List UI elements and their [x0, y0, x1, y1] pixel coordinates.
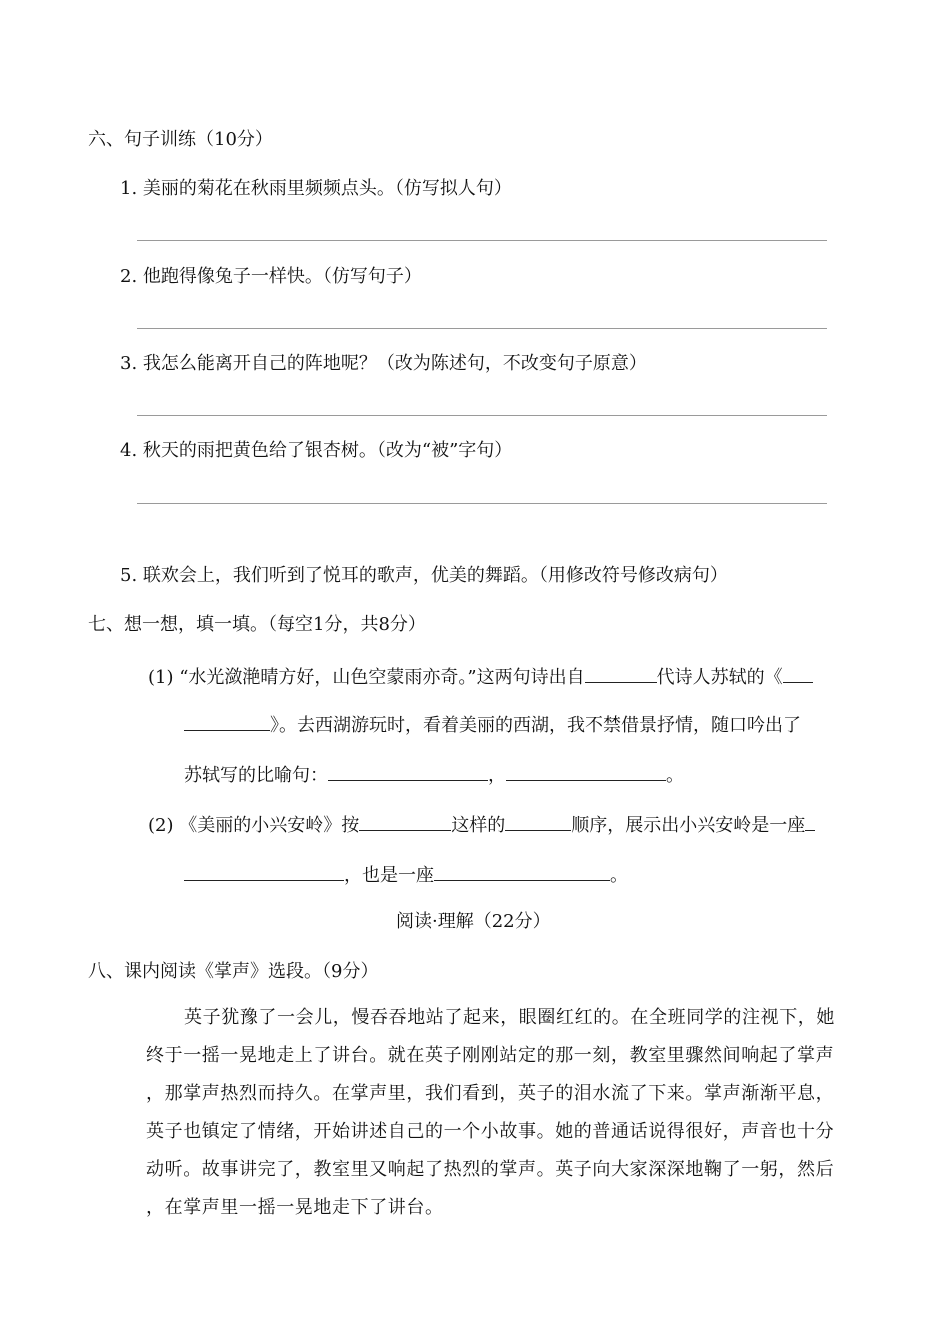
answer-line-6-2[interactable]: [137, 328, 827, 329]
question-7-1-line-1: [148, 664, 813, 690]
blank-dynasty[interactable]: [585, 664, 657, 683]
reading-passage: [146, 999, 866, 1227]
answer-line-6-4[interactable]: [137, 503, 827, 504]
blank-order-2[interactable]: [505, 812, 571, 831]
question-7-1-text-c: 》。去西湖游玩时，看着美丽的西湖，我不禁借景抒情，随口吟出了: [270, 715, 801, 736]
blank-description-2[interactable]: [434, 862, 610, 881]
question-6-3: 3. 我怎么能离开自己的阵地呢？（改为陈述句，不改变句子原意）: [120, 353, 647, 374]
passage-line: 英子犹豫了一会儿，慢吞吞地站了起来，眼圈红红的。在全班同学的注视下，她: [184, 1007, 835, 1028]
reading-section-title: 阅读·理解（22分）: [396, 911, 551, 932]
question-6-1: 1. 美丽的菊花在秋雨里频频点头。（仿写拟人句）: [120, 178, 512, 199]
question-7-1-text-a: “水光潋滟晴方好，山色空蒙雨亦奇。”这两句诗出自: [179, 667, 585, 688]
question-7-2-line-2: [184, 862, 628, 888]
passage-line: 英子也镇定了情绪，开始讲述自己的一个小故事。她的普通话说得很好，声音也十分: [146, 1121, 835, 1142]
question-7-2-number: (2): [148, 815, 174, 836]
question-6-2: 2. 他跑得像兔子一样快。（仿写句子）: [120, 266, 422, 287]
passage-line: 终于一摇一晃地走上了讲台。就在英子刚刚站定的那一刻，教室里骤然间响起了掌声: [146, 1045, 835, 1066]
question-7-2-text-e: 。: [610, 865, 628, 886]
passage-line: 动听。故事讲完了，教室里又响起了热烈的掌声。英子向大家深深地鞠了一躬，然后: [146, 1159, 835, 1180]
question-7-1-line-3: [184, 762, 684, 788]
section-7-heading: 七、想一想，填一填。（每空1分，共8分）: [88, 614, 426, 635]
blank-simile-2[interactable]: [506, 762, 666, 781]
question-6-5: 5. 联欢会上，我们听到了悦耳的歌声，优美的舞蹈。（用修改符号修改病句）: [120, 565, 728, 586]
question-7-1-number: (1): [148, 667, 174, 688]
answer-line-6-1[interactable]: [137, 240, 827, 241]
question-7-1-text-f: 。: [666, 765, 684, 786]
section-6-heading: 六、句子训练（10分）: [88, 129, 273, 150]
question-7-1-text-b: 代诗人苏轼的《: [656, 667, 783, 688]
blank-description-1-start[interactable]: [805, 812, 815, 831]
question-6-4: 4. 秋天的雨把黄色给了银杏树。（改为“被”字句）: [120, 440, 513, 461]
question-7-1-text-e: ，: [488, 765, 506, 786]
passage-line: ，那掌声热烈而持久。在掌声里，我们看到，英子的泪水流了下来。掌声渐渐平息，: [146, 1083, 835, 1104]
answer-line-6-3[interactable]: [137, 415, 827, 416]
passage-line: ，在掌声里一摇一晃地走下了讲台。: [146, 1197, 444, 1218]
blank-poem-title-start[interactable]: [783, 664, 813, 683]
section-8-heading: 八、课内阅读《掌声》选段。（9分）: [88, 961, 379, 982]
blank-simile-1[interactable]: [328, 762, 488, 781]
question-7-2-line-1: [148, 812, 815, 838]
blank-description-1-end[interactable]: [184, 862, 344, 881]
question-7-1-line-2: [184, 712, 801, 738]
question-7-2-text-d: ，也是一座: [344, 865, 434, 886]
question-7-2-text-b: 这样的: [451, 815, 506, 836]
blank-order-1[interactable]: [359, 812, 451, 831]
blank-poem-title-end[interactable]: [184, 712, 270, 731]
question-7-2-text-c: 顺序，展示出小兴安岭是一座: [571, 815, 806, 836]
question-7-2-text-a: 《美丽的小兴安岭》按: [179, 815, 360, 836]
question-7-1-text-d: 苏轼写的比喻句：: [184, 765, 328, 786]
